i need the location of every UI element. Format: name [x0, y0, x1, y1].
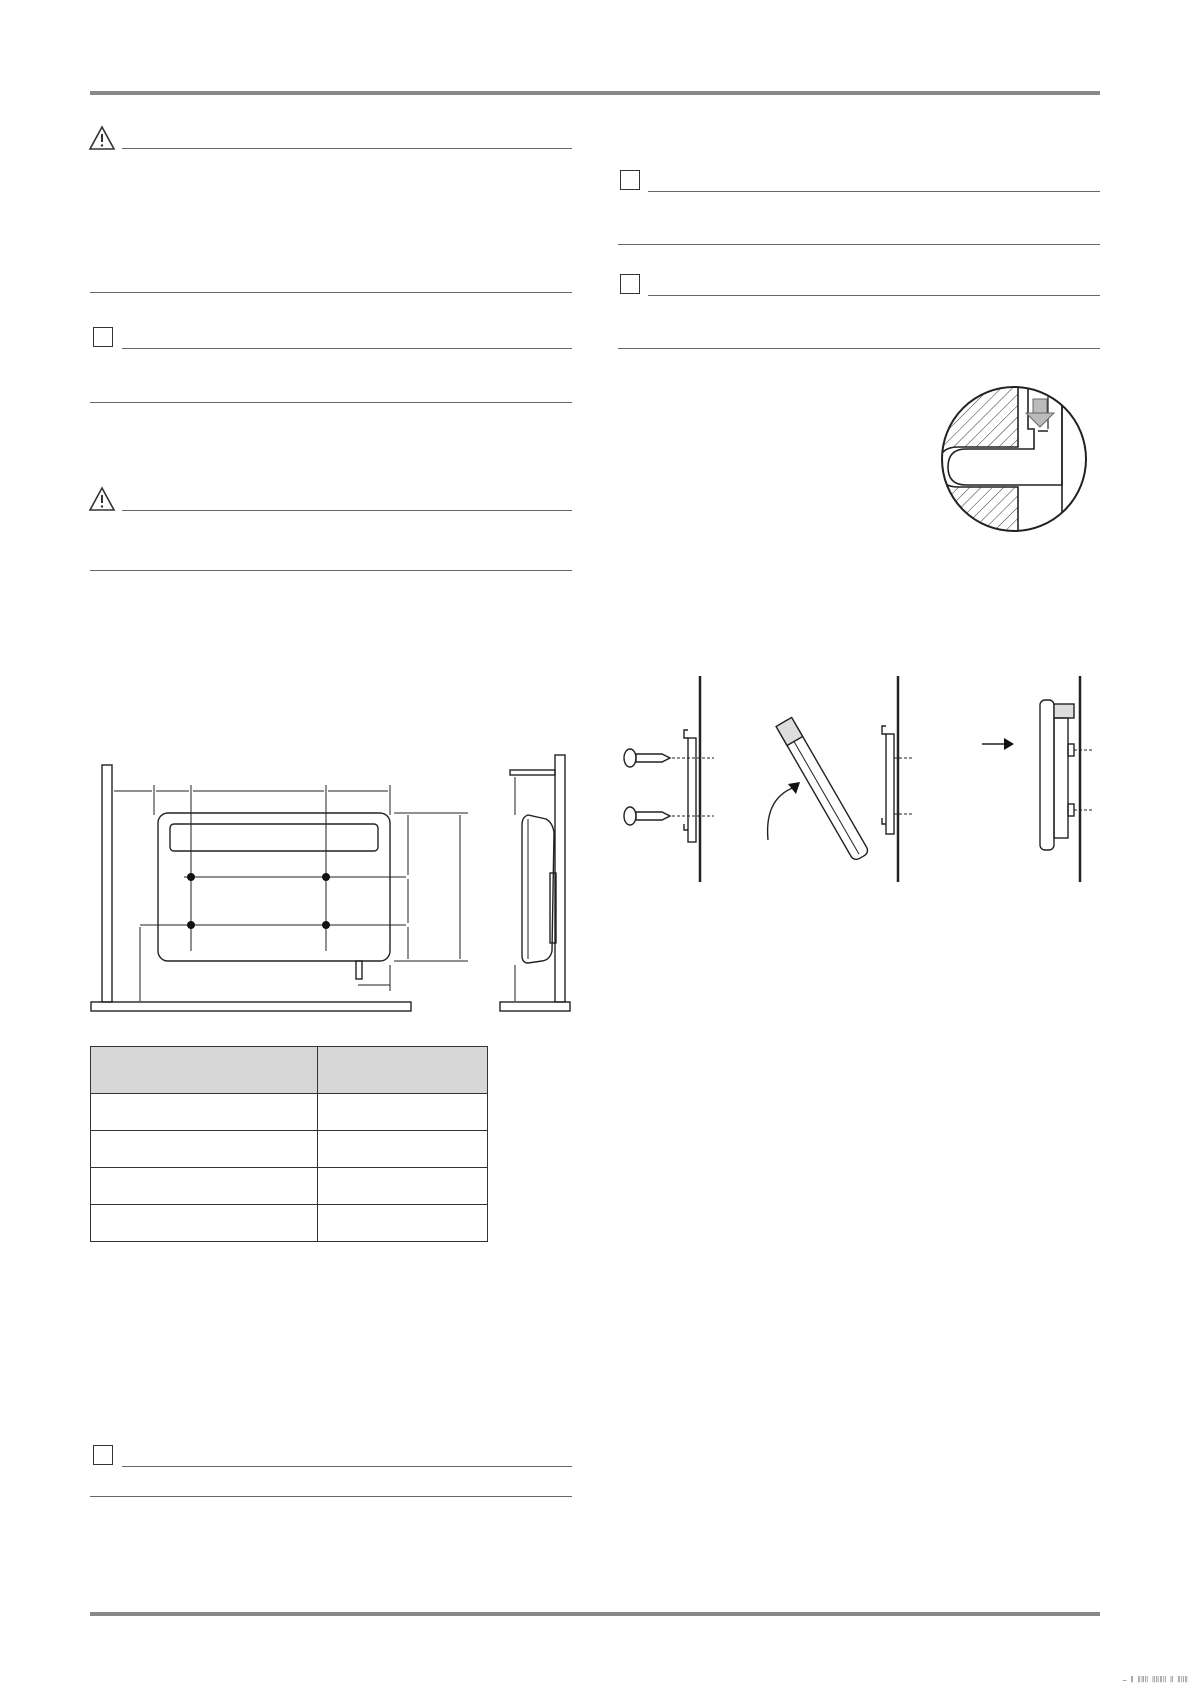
- table-header-cell: [318, 1047, 488, 1094]
- table-cell: [318, 1205, 488, 1242]
- table-row: [91, 1168, 488, 1205]
- table-cell: [318, 1131, 488, 1168]
- section-divider: [90, 402, 572, 403]
- square-marker-icon: [93, 1445, 113, 1465]
- section-heading-rule: [122, 510, 572, 511]
- table-row: [91, 1094, 488, 1131]
- mounting-steps-diagram: [618, 674, 1100, 884]
- section-heading-rule: [122, 348, 572, 349]
- section-heading-rule: [122, 148, 572, 149]
- table-row: [91, 1131, 488, 1168]
- spec-table: [90, 1046, 488, 1242]
- table-cell: [91, 1205, 318, 1242]
- section-divider: [90, 1496, 572, 1497]
- installation-dimension-diagram: [88, 755, 418, 1015]
- footer-marks: … ‖ ‖‖‖ ‖‖‖‖ ‖ ‖‖‖: [1122, 1676, 1188, 1683]
- section-divider: [90, 570, 572, 571]
- warning-triangle-icon: [89, 487, 115, 511]
- table-cell: [91, 1131, 318, 1168]
- table-cell: [91, 1168, 318, 1205]
- header-rule: [90, 91, 1100, 95]
- table-cell: [318, 1094, 488, 1131]
- table-cell: [318, 1168, 488, 1205]
- section-divider: [618, 348, 1100, 349]
- square-marker-icon: [620, 274, 640, 294]
- section-heading-rule: [648, 295, 1100, 296]
- table-header-row: [91, 1047, 488, 1094]
- section-divider: [90, 292, 572, 293]
- side-view-diagram: [498, 755, 574, 1015]
- bracket-detail-diagram: [938, 383, 1090, 535]
- square-marker-icon: [620, 170, 640, 190]
- table-row: [91, 1205, 488, 1242]
- section-heading-rule: [122, 1466, 572, 1467]
- footer-rule: [90, 1612, 1100, 1616]
- table-header-cell: [91, 1047, 318, 1094]
- section-divider: [618, 244, 1100, 245]
- table-cell: [91, 1094, 318, 1131]
- warning-triangle-icon: [89, 126, 115, 150]
- square-marker-icon: [93, 327, 113, 347]
- section-heading-rule: [648, 191, 1100, 192]
